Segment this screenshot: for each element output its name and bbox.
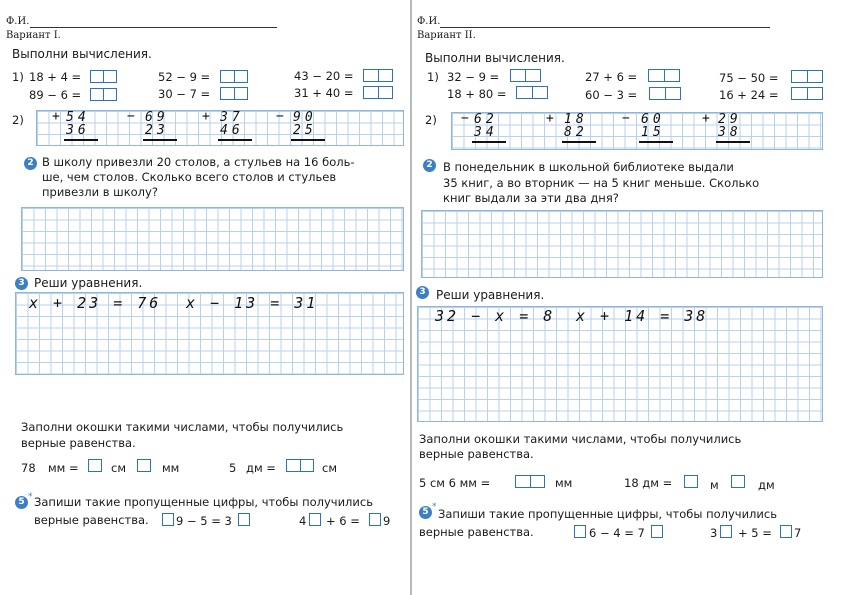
column-op: − xyxy=(461,111,473,126)
task2-answer-grid[interactable] xyxy=(21,207,404,271)
task4-text-line: верные равенства. xyxy=(419,447,534,461)
column-underline xyxy=(562,141,596,143)
fill-box[interactable] xyxy=(162,513,174,526)
column-underline xyxy=(472,141,506,143)
fill-box[interactable] xyxy=(286,459,314,472)
page-divider xyxy=(410,0,412,595)
expression: 32 − 9 = xyxy=(447,70,500,84)
task2-text-line: В понедельник в школьной библиотеке выдали xyxy=(443,160,734,174)
task4-value: 18 дм = xyxy=(624,476,673,490)
column-bottom-number: 82 xyxy=(564,125,588,140)
task4-value: 5 xyxy=(229,461,237,475)
column-bottom-number: 36 xyxy=(66,123,90,138)
fill-box[interactable] xyxy=(684,475,698,488)
column-op: + xyxy=(202,109,214,124)
column-underline xyxy=(639,141,673,143)
column-op: − xyxy=(276,109,288,124)
column-op: + xyxy=(52,109,64,124)
column-underline xyxy=(218,139,252,141)
answer-box[interactable] xyxy=(90,70,117,83)
fill-box[interactable] xyxy=(137,459,151,472)
fill-box[interactable] xyxy=(88,459,102,472)
expression: 16 + 24 = xyxy=(719,88,779,102)
name-line[interactable] xyxy=(440,27,770,28)
task2-answer-grid[interactable] xyxy=(421,210,823,278)
task1-part2-number: 2) xyxy=(425,113,437,127)
task1-number: 1) xyxy=(427,70,439,84)
column-top-number: 29 xyxy=(718,112,742,127)
expression: 52 − 9 = xyxy=(158,70,211,84)
task2-number-badge: 2 xyxy=(24,157,37,170)
fill-box[interactable] xyxy=(515,475,545,488)
expression: 30 − 7 = xyxy=(158,87,211,101)
column-top-number: 54 xyxy=(66,110,90,125)
task4-unit: дм xyxy=(758,478,775,492)
task2-text-line: В школу привезли 20 столов, а стульев на 16 боль- xyxy=(42,155,355,169)
name-line[interactable] xyxy=(30,27,277,28)
column-bottom-number: 15 xyxy=(641,125,665,140)
column-bottom-number: 23 xyxy=(145,123,169,138)
task4-unit: см xyxy=(111,461,126,475)
task4-text-line: Заполни окошки такими числами, чтобы получились xyxy=(21,420,344,434)
answer-box[interactable] xyxy=(90,88,117,101)
task5-digit: 3 xyxy=(710,526,718,540)
task5-expression: + 5 = xyxy=(738,526,772,540)
column-top-number: 37 xyxy=(220,110,244,125)
column-underline xyxy=(716,141,750,143)
column-top-number: 18 xyxy=(564,112,588,127)
fill-box[interactable] xyxy=(369,513,381,526)
name-label: Ф.И. xyxy=(417,16,441,27)
task5-expression: + 6 = xyxy=(326,514,360,528)
equation: x + 23 = 76 xyxy=(29,294,162,312)
expression: 75 − 50 = xyxy=(719,71,779,85)
task1-title: Выполни вычисления. xyxy=(425,51,565,65)
task2-text-line: привезли в школу? xyxy=(42,185,158,199)
task2-text-line: 35 книг, а во вторник — на 5 книг меньше. Сколько xyxy=(443,176,760,190)
equation: x + 14 = 38 xyxy=(576,307,709,325)
column-underline xyxy=(291,139,325,141)
task4-unit: м xyxy=(710,478,719,492)
column-op: + xyxy=(546,111,558,126)
expression: 18 + 4 = xyxy=(29,70,82,84)
answer-box[interactable] xyxy=(220,70,248,83)
task4-unit: мм xyxy=(162,461,180,475)
task5-text-line: верные равенства. xyxy=(34,513,149,527)
variant-label: Вариант I. xyxy=(6,30,61,41)
column-op: − xyxy=(127,109,139,124)
task1-number: 1) xyxy=(12,70,24,84)
worksheet-variant-1 xyxy=(0,0,410,595)
task4-unit: дм = xyxy=(246,461,276,475)
task5-digit: 4 xyxy=(299,514,307,528)
fill-box[interactable] xyxy=(731,475,745,488)
worksheet-variant-2 xyxy=(413,0,842,595)
fill-box[interactable] xyxy=(720,525,732,538)
task2-text-line: ше, чем столов. Сколько всего столов и стульев xyxy=(42,170,337,184)
equation: 32 − x = 8 xyxy=(435,307,556,325)
task4-unit: см xyxy=(322,461,337,475)
task1-part2-number: 2) xyxy=(12,113,24,127)
answer-box[interactable] xyxy=(220,87,248,100)
column-bottom-number: 46 xyxy=(220,123,244,138)
name-label: Ф.И. xyxy=(6,16,30,27)
column-calc-grid[interactable] xyxy=(451,112,823,150)
task5-star: * xyxy=(432,502,437,512)
task1-title: Выполни вычисления. xyxy=(12,47,152,61)
task2-text-line: книг выдали за эти два дня? xyxy=(443,191,619,205)
column-bottom-number: 25 xyxy=(293,123,317,138)
expression: 27 + 6 = xyxy=(585,70,638,84)
column-underline xyxy=(143,139,177,141)
task5-number-badge: 5 xyxy=(15,496,28,509)
task4-value: 78 xyxy=(21,461,36,475)
column-top-number: 69 xyxy=(145,110,169,125)
task4-text-line: верные равенства. xyxy=(21,436,136,450)
expression: 89 − 6 = xyxy=(29,88,82,102)
fill-box[interactable] xyxy=(238,513,250,526)
expression: 60 − 3 = xyxy=(585,88,638,102)
task5-expression: 9 − 5 = 3 xyxy=(176,514,232,528)
variant-label: Вариант II. xyxy=(417,30,476,41)
column-top-number: 60 xyxy=(641,112,665,127)
task5-digit: 7 xyxy=(794,526,802,540)
answer-box[interactable] xyxy=(649,87,681,100)
task5-text-line: верные равенства. xyxy=(419,525,534,539)
answer-box[interactable] xyxy=(791,87,823,100)
task3-title: Реши уравнения. xyxy=(436,288,545,302)
task4-unit: мм = xyxy=(48,461,79,475)
answer-box[interactable] xyxy=(510,69,541,82)
task5-text-line: Запиши такие пропущенные цифры, чтобы получились xyxy=(438,507,777,521)
column-underline xyxy=(64,139,98,141)
fill-box[interactable] xyxy=(651,525,663,538)
answer-box[interactable] xyxy=(648,69,680,82)
fill-box[interactable] xyxy=(309,513,321,526)
column-bottom-number: 38 xyxy=(718,125,742,140)
fill-box[interactable] xyxy=(574,525,586,538)
equation: x − 13 = 31 xyxy=(186,294,319,312)
task3-number-badge: 3 xyxy=(15,277,28,290)
column-top-number: 62 xyxy=(474,112,498,127)
task5-digit: 9 xyxy=(383,514,391,528)
task5-star: * xyxy=(28,492,33,502)
task3-title: Реши уравнения. xyxy=(34,276,143,290)
answer-box[interactable] xyxy=(363,69,393,82)
task4-text-line: Заполни окошки такими числами, чтобы получились xyxy=(419,432,742,446)
column-op: − xyxy=(622,111,634,126)
column-op: + xyxy=(702,111,714,126)
expression: 43 − 20 = xyxy=(294,69,354,83)
task5-expression: 6 − 4 = 7 xyxy=(589,526,645,540)
task4-value: 5 см 6 мм = xyxy=(419,476,491,490)
column-bottom-number: 34 xyxy=(474,125,498,140)
task4-unit: мм xyxy=(555,476,573,490)
answer-box[interactable] xyxy=(516,86,548,99)
answer-box[interactable] xyxy=(791,70,823,83)
answer-box[interactable] xyxy=(363,86,393,99)
expression: 31 + 40 = xyxy=(294,86,354,100)
expression: 18 + 80 = xyxy=(447,87,507,101)
column-top-number: 90 xyxy=(293,110,317,125)
task3-number-badge: 3 xyxy=(416,286,429,299)
task5-text-line: Запиши такие пропущенные цифры, чтобы получились xyxy=(34,495,373,509)
task2-number-badge: 2 xyxy=(423,159,436,172)
fill-box[interactable] xyxy=(780,525,792,538)
task5-number-badge: 5 xyxy=(419,506,432,519)
